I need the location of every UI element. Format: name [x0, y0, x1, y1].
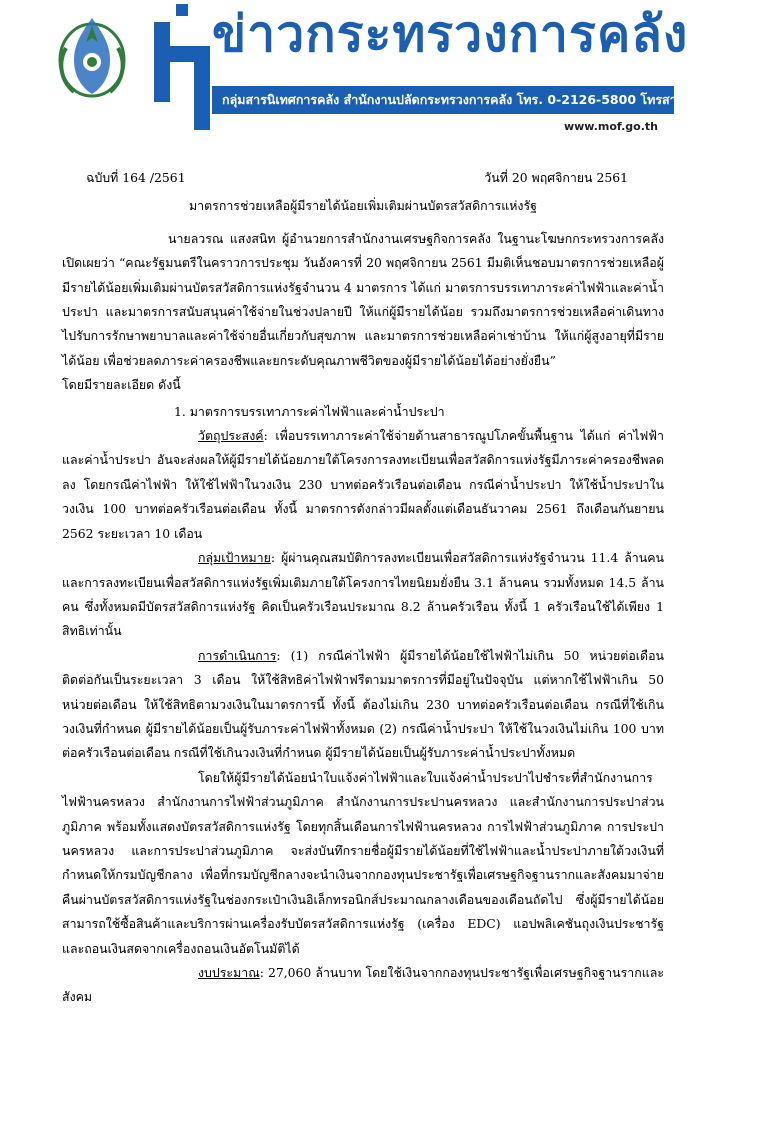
issue-date: วันที่ 20 พฤศจิกายน 2561 [484, 170, 628, 185]
ministry-seal-logo [52, 8, 132, 100]
masthead-initial-glyph [148, 2, 216, 132]
intro-tail: โดยมีรายละเอียด ดังนี้ [62, 377, 181, 393]
target-text: : ผู้ผ่านคุณสมบัติการลงทะเบียนเพื่อสวัสดิการแห่งรัฐจำนวน 11.4 ล้านคน และการลงทะเบียนเพื่อสวัสดิการแห่งรัฐเพิ่มเติมภายใต้โครงการไทยนิยมยั่งยืน 3.1 ล้านคน รวมทั้งหมด 14.5 ล้านคน ซึ่งทั้งหมดมีบัตรสวัสดิการแห่งรัฐ คิดเป็นครัวเรือนประมาณ 8.2 ล้านครัวเรือน ทั้งนี้ 1 ครัวเรือนใช้ได้เพียง 1 สิทธิเท่านั้น [62, 550, 664, 639]
operation-paragraph-2: โดยให้ผู้มีรายได้น้อยนำใบแจ้งค่าไฟฟ้าและใบแจ้งค่าน้ำประปาไปชำระที่สำนักงานการไฟฟ้านครหลวง สำนักงานการไฟฟ้าส่วนภูมิภาค สำนักงานการประปานครหลวง และสำนักงานการประปาส่วนภูมิภาค พร้อมทั้งแสดงบัตรสวัสดิการแห่งรัฐ โดยทุกสิ้นเดือนการไฟฟ้านครหลวง การไฟฟ้าส่วนภูมิภาค การประปานครหลวง และการประปาส่วนภูมิภาค จะส่งบันทึกรายชื่อผู้มีรายได้น้อยที่ใช้ไฟฟ้าและน้ำประปาภายใต้วงเงินที่กำหนดให้กรมบัญชีกลาง เพื่อที่กรมบัญชีกลางจะนำเงินจากกองทุนประชารัฐเพื่อเศรษฐกิจฐานรากและสังคมมาจ่ายคืนผ่านบัตรสวัสดิการแห่งรัฐในช่องกระเป๋าเงินอิเล็กทรอนิกส์ประมาณกลางเดือนของเดือนถัดไป ซึ่งผู้มีรายได้น้อยสามารถใช้ซื้อสินค้าและบริการผ่านเครื่องรับบัตรสวัสดิการแห่งรัฐ (เครื่อง EDC) แอปพลิเคชันถุงเงินประชารัฐ และถอนเงินสดจากเครื่องถอนเงินอัตโนมัติได้ [62, 769, 664, 956]
headline: มาตรการช่วยเหลือผู้มีรายได้น้อยเพิ่มเติมผ่านบัตรสวัสดิการแห่งรัฐ [189, 198, 537, 214]
operation-text: : (1) กรณีค่าไฟฟ้า ผู้มีรายได้น้อยใช้ไฟฟ้าไม่เกิน 50 หน่วยต่อเดือนติดต่อกันเป็นระยะเวลา 3 เดือน ให้ใช้สิทธิค่าไฟฟ้าฟรีตามมาตรการที่มีอยู่ในปัจจุบัน แต่หากใช้ไฟฟ้าเกิน 50 หน่วยต่อเดือน ให้ใช้สิทธิตามวงเงินในมาตรการนี้ ทั้งนี้ ต้องไม่เกิน 230 บาทต่อครัวเรือนต่อเดือน กรณีที่ใช้เกินวงเงินที่กำหนด ผู้มีรายได้น้อยเป็นผู้รับภาระค่าไฟฟ้าทั้งหมด (2) กรณีค่าน้ำประปา ให้ใช้ในวงเงินไม่เกิน 100 บาทต่อครัวเรือนต่อเดือน กรณีที่ใช้เกินวงเงินที่กำหนด ผู้มีรายได้น้อยเป็นผู้รับภาระค่าน้ำประปาทั้งหมด [62, 647, 664, 761]
contact-bar: กลุ่มสารนิเทศการคลัง สำนักงานปลัดกระทรวงการคลัง โทร. 0-2126-5800 โทรสาร 0-2273-9763 [212, 86, 674, 114]
intro-paragraph: นายลวรณ แสงสนิท ผู้อำนวยการสำนักงานเศรษฐกิจการคลัง ในฐานะโฆษกกระทรวงการคลัง เปิดเผยว่า “คณะรัฐมนตรีในคราวการประชุม วันอังคารที่ 20 พฤศจิกายน 2561 มีมติเห็นชอบมาตรการช่วยเหลือผู้มีรายได้น้อยเพิ่มเติมผ่านบัตรสวัสดิการแห่งรัฐจำนวน 4 มาตรการ ได้แก่ มาตรการบรรเทาภาระค่าไฟฟ้าและค่าน้ำประปา และมาตรการสนับสนุนค่าใช้จ่ายในช่วงปลายปี ให้แก่ผู้มีรายได้น้อย รวมถึงมาตรการช่วยเหลือค่าเดินทางไปรับการรักษาพยาบาลและค่าใช้จ่ายอื่นเกี่ยวกับสุขภาพ และมาตรการช่วยเหลือค่าเช่าบ้าน ให้แก่ผู้สูงอายุที่มีรายได้น้อย เพื่อช่วยลดภาระค่าครองชีพและยกระดับคุณภาพชีวิตของผู้มีรายได้น้อยได้อย่างยั่งยืน” [62, 230, 664, 368]
budget-label: งบประมาณ [198, 965, 260, 980]
target-label: กลุ่มเป้าหมาย [198, 550, 271, 566]
budget-paragraph [62, 961, 664, 1010]
objective-text: : เพื่อบรรเทาภาระค่าใช้จ่ายด้านสาธารณูปโภคขั้นพื้นฐาน ได้แก่ ค่าไฟฟ้าและค่าน้ำประปา อันจะส่งผลให้ผู้มีรายได้น้อยภายใต้โครงการลงทะเบียนเพื่อสวัสดิการแห่งรัฐมีภาระค่าครองชีพลดลง โดยกรณีค่าไฟฟ้า ให้ใช้ไฟฟ้าในวงเงิน 230 บาทต่อครัวเรือนต่อเดือน กรณีค่าน้ำประปา ให้ใช้น้ำประปาในวงเงิน 100 บาทต่อครัวเรือนต่อเดือน ทั้งนี้ มาตรการดังกล่าวมีผลตั้งแต่เดือนธันวาคม 2561 ถึงเดือนกันยายน 2562 ระยะเวลา 10 เดือน [62, 428, 664, 541]
target-paragraph [62, 546, 664, 644]
press-release-body [62, 166, 664, 1010]
budget-text: : 27,060 ล้านบาท โดยใช้เงินจากกองทุนประชารัฐเพื่อเศรษฐกิจฐานรากและสังคม [62, 965, 664, 1005]
masthead [0, 0, 776, 150]
objective-paragraph [62, 424, 664, 546]
website-url[interactable]: www.mof.go.th [563, 120, 658, 133]
issue-date-row [62, 166, 664, 190]
section-heading: 1. มาตรการบรรเทาภาระค่าไฟฟ้าและค่าน้ำประปา [174, 403, 445, 419]
operation-label: การดำเนินการ [198, 647, 277, 663]
issue-number: ฉบับที่ 164 /2561 [86, 170, 186, 185]
operation-paragraph [62, 644, 664, 766]
objective-label: วัตถุประสงค์ [198, 428, 264, 444]
masthead-title: ข่าวกระทรวงการคลัง [212, 5, 689, 63]
